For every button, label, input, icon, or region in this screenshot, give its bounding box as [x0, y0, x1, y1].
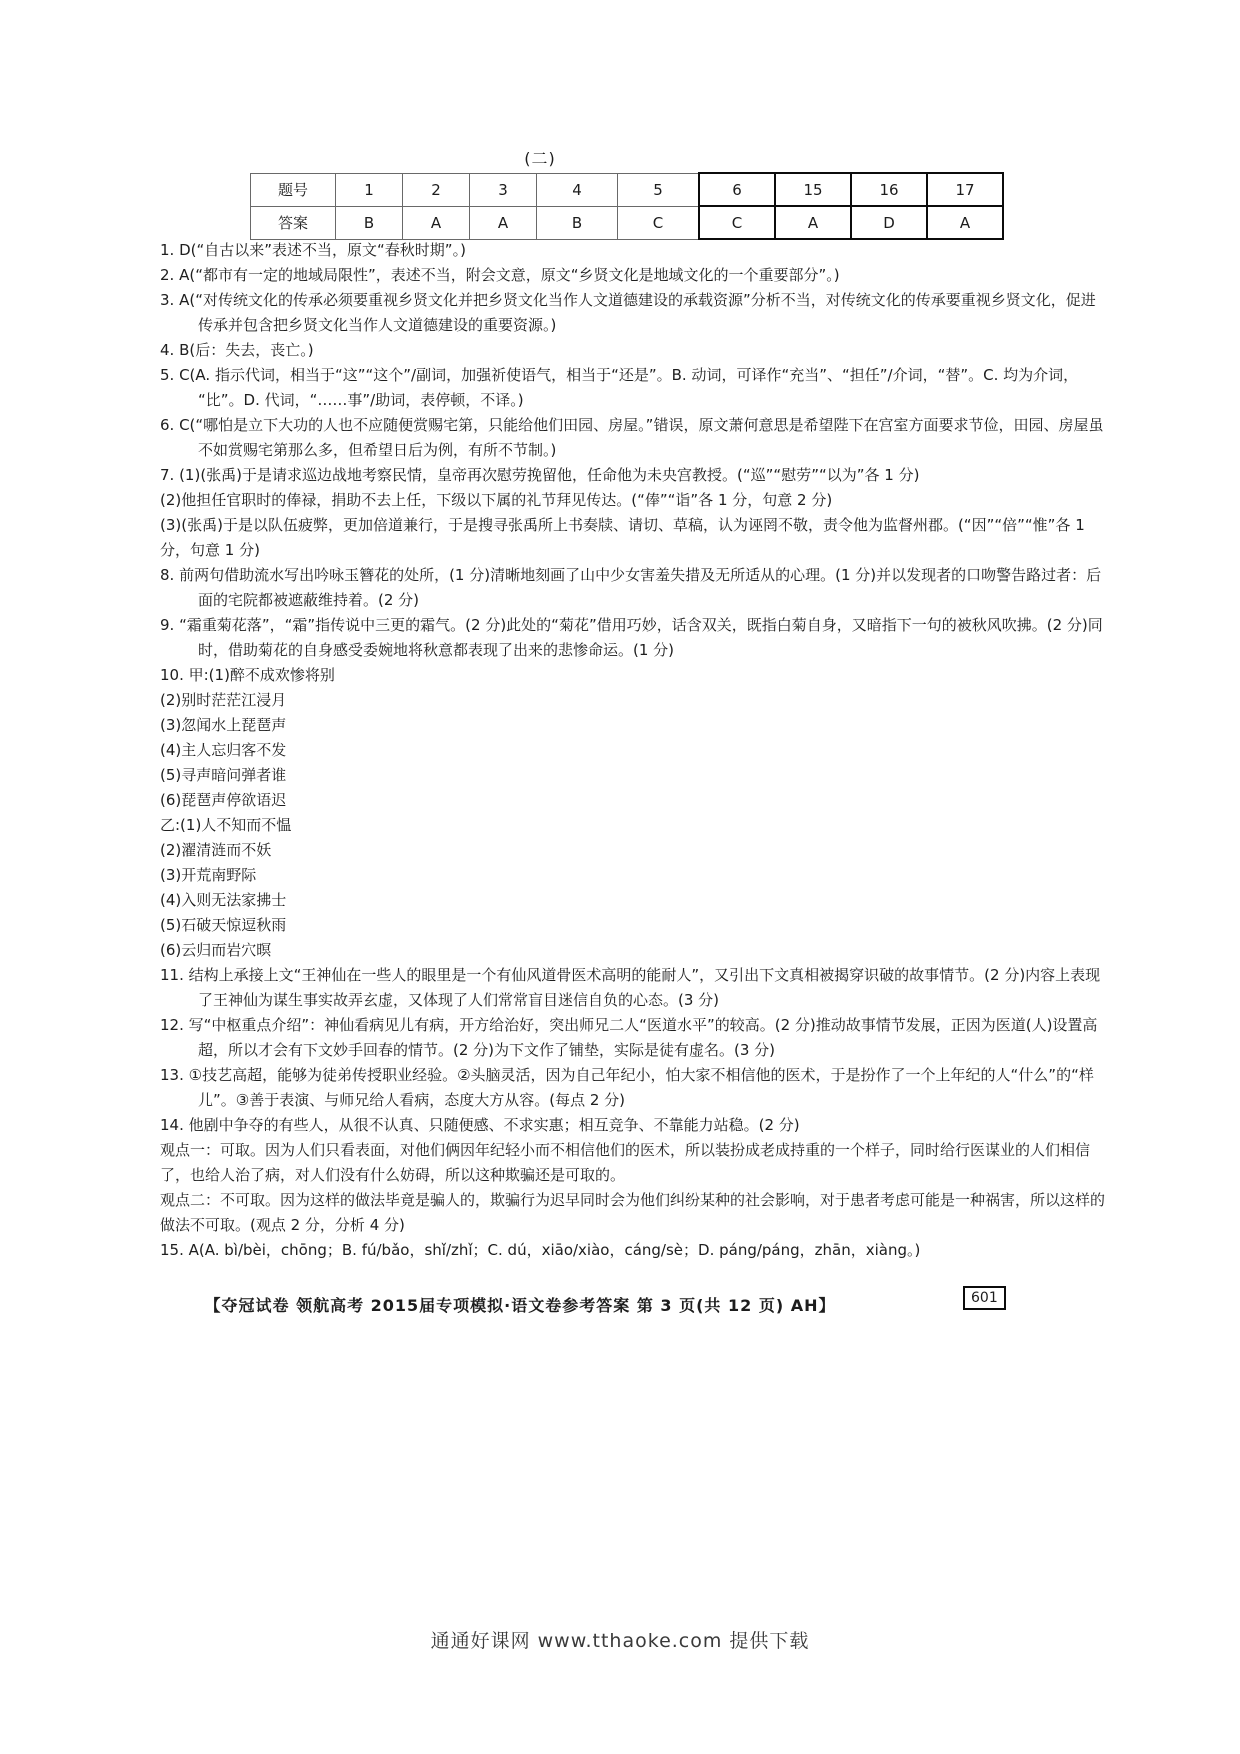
- answer-item-14-viewpoint-2: 观点二：不可取。因为这样的做法毕竟是骗人的，欺骗行为迟早同时会为他们纠纷某种的社会影响，对于患者考虑可能是一种祸害，所以这样的做法不可取。(观点 2 分，分析 4 分): [160, 1191, 1106, 1234]
- table-cell: D: [851, 206, 927, 239]
- answer-item-10-yi-line-3: (3)开荒南野际: [160, 866, 257, 884]
- table-cell: C: [618, 206, 700, 239]
- table-cell: 16: [851, 173, 927, 206]
- page-footer: 【夺冠试卷 领航高考 2015届专项模拟·语文卷参考答案 第 3 页(共 12 页) AH】: [204, 1296, 836, 1315]
- answer-item-2: 2. A(“都市有一定的地域局限性”，表述不当，附会文意，原文“乡贤文化是地域文化的一个重要部分”。): [160, 266, 840, 284]
- answer-item-6: 6. C(“哪怕是立下大功的人也不应随便赏赐宅第，只能给他们田园、房屋。”错误，原文萧何意思是希望陛下在宫室方面要求节俭，田园、房屋虽不如赏赐宅第那么多，但希望日后为例，有所不节制。): [160, 416, 1104, 459]
- question-number-row: [251, 173, 1004, 206]
- answer-item-3: 3. A(“对传统文化的传承必须要重视乡贤文化并把乡贤文化当作人文道德建设的承载资源”分析不当，对传统文化的传承要重视乡贤文化，促进传承并包含把乡贤文化当作人文道德建设的重要资源。): [160, 291, 1096, 334]
- table-cell: 2: [403, 173, 470, 206]
- table-cell: 3: [470, 173, 537, 206]
- answer-explanations: [160, 238, 1110, 1263]
- answer-item-10-jia-line-5: (5)寻声暗问弹者谁: [160, 766, 287, 784]
- watermark-text: 通通好课网 www.tthaoke.com 提供下载: [430, 1630, 810, 1652]
- answer-item-10-jia-line-3: (3)忽闻水上琵琶声: [160, 716, 287, 734]
- table-cell: A: [403, 206, 470, 239]
- answer-item-11: 11. 结构上承接上文“王神仙在一些人的眼里是一个有仙风道骨医术高明的能耐人”，又引出下文真相被揭穿识破的故事情节。(2 分)内容上表现了王神仙为谋生事实故弄玄虚，又体现了人们常常盲目迷信自负的心态。(3 分): [160, 966, 1101, 1009]
- answer-key-table: [250, 172, 1004, 240]
- page-code-badge: 601: [963, 1286, 1006, 1310]
- answer-item-15: 15. A(A. bì/bèi，chōng；B. fú/bǎo，shǐ/zhǐ；C. dú，xiāo/xiào，cáng/sè；D. páng/páng，zhān，xiàng。): [160, 1241, 921, 1259]
- table-cell: C: [699, 206, 775, 239]
- table-cell: B: [336, 206, 403, 239]
- answer-item-10-yi-line-4: (4)入则无法家拂士: [160, 891, 287, 909]
- answer-item-7-part-1: 7. (1)(张禹)于是请求巡边战地考察民情，皇帝再次慰劳挽留他，任命他为未央宫教授。(“巡”“慰劳”“以为”各 1 分): [160, 466, 920, 484]
- table-cell: 1: [336, 173, 403, 206]
- table-cell: A: [775, 206, 851, 239]
- table-cell: 4: [537, 173, 618, 206]
- answer-item-10-jia-line-1: 10. 甲:(1)醉不成欢惨将别: [160, 666, 335, 684]
- answer-item-12: 12. 写“中枢重点介绍”：神仙看病见儿有病，开方给治好，突出师兄二人“医道水平”的较高。(2 分)推动故事情节发展，正因为医道(人)设置高超，所以才会有下文妙手回春的情节。(2 分)为下文作了铺垫，实际是徒有虚名。(3 分): [160, 1016, 1098, 1059]
- answer-item-7-part-2: (2)他担任官职时的俸禄，捐助不去上任，下级以下属的礼节拜见传达。(“俸”“诣”各 1 分，句意 2 分): [160, 491, 833, 509]
- answer-item-10-jia-line-2: (2)别时茫茫江浸月: [160, 691, 287, 709]
- answer-item-1: 1. D(“自古以来”表述不当，原文“春秋时期”。): [160, 241, 466, 259]
- answer-item-10-yi-line-5: (5)石破天惊逗秋雨: [160, 916, 287, 934]
- section-title: (二): [524, 149, 556, 168]
- answer-item-10-jia-line-4: (4)主人忘归客不发: [160, 741, 287, 759]
- answer-item-14-viewpoint-1: 观点一：可取。因为人们只看表面，对他们俩因年纪轻小而不相信他们的医术，所以装扮成老成持重的一个样子，同时给行医谋业的人们相信了，也给人治了病，对人们没有什么妨碍，所以这种欺骗还是可取的。: [160, 1141, 1091, 1184]
- answer-item-4: 4. B(后：失去，丧亡。): [160, 341, 314, 359]
- answer-item-13: 13. ①技艺高超，能够为徒弟传授职业经验。②头脑灵活，因为自己年纪小，怕大家不相信他的医术，于是扮作了一个上年纪的人“什么”的“样儿”。③善于表演、与师兄给人看病，态度大方从容。(每点 2 分): [160, 1066, 1094, 1109]
- answer-item-7-part-3: (3)(张禹)于是以队伍疲弊，更加倍道兼行，于是搜寻张禹所上书奏牍、请切、草稿，认为诬罔不敬，责令他为监督州郡。(“因”“倍”“惟”各 1 分，句意 1 分): [160, 516, 1085, 559]
- answer-item-14: 14. 他剧中争夺的有些人，从很不认真、只随便感、不求实惠；相互竞争、不靠能力站稳。(2 分): [160, 1116, 800, 1134]
- table-cell: 5: [618, 173, 700, 206]
- answer-item-9: 9. “霜重菊花落”，“霜”指传说中三更的霜气。(2 分)此处的“菊花”借用巧妙，话含双关，既指白菊自身，又暗指下一句的被秋风吹拂。(2 分)同时，借助菊花的自身感受委婉地将秋意都表现了出来的悲惨命运。(1 分): [160, 616, 1103, 659]
- table-cell: A: [470, 206, 537, 239]
- table-cell: 6: [699, 173, 775, 206]
- table-cell: 17: [927, 173, 1003, 206]
- answer-item-10-jia-line-6: (6)琵琶声停欲语迟: [160, 791, 287, 809]
- table-cell: A: [927, 206, 1003, 239]
- answer-item-5: 5. C(A. 指示代词，相当于“这”“这个”/副词，加强祈使语气，相当于“还是”。B. 动词，可译作“充当”、“担任”/介词，“替”。C. 均为介词，“比”。D. 代词，“……事”/助词，表停顿，不译。): [160, 366, 1079, 409]
- answer-item-8: 8. 前两句借助流水写出吟咏玉簪花的处所，(1 分)清晰地刻画了山中少女害羞失措及无所适从的心理。(1 分)并以发现者的口吻警告路过者：后面的宅院都被遮蔽维持着。(2 分): [160, 566, 1102, 609]
- answer-row: [251, 206, 1004, 239]
- answer-item-10-yi-line-2: (2)濯清涟而不妖: [160, 841, 272, 859]
- answer-item-10-yi-line-1: 乙:(1)人不知而不愠: [160, 816, 292, 834]
- row-label-question: 题号: [251, 173, 336, 206]
- table-cell: B: [537, 206, 618, 239]
- row-label-answer: 答案: [251, 206, 336, 239]
- answer-item-10-yi-line-6: (6)云归而岩穴暝: [160, 941, 272, 959]
- table-cell: 15: [775, 173, 851, 206]
